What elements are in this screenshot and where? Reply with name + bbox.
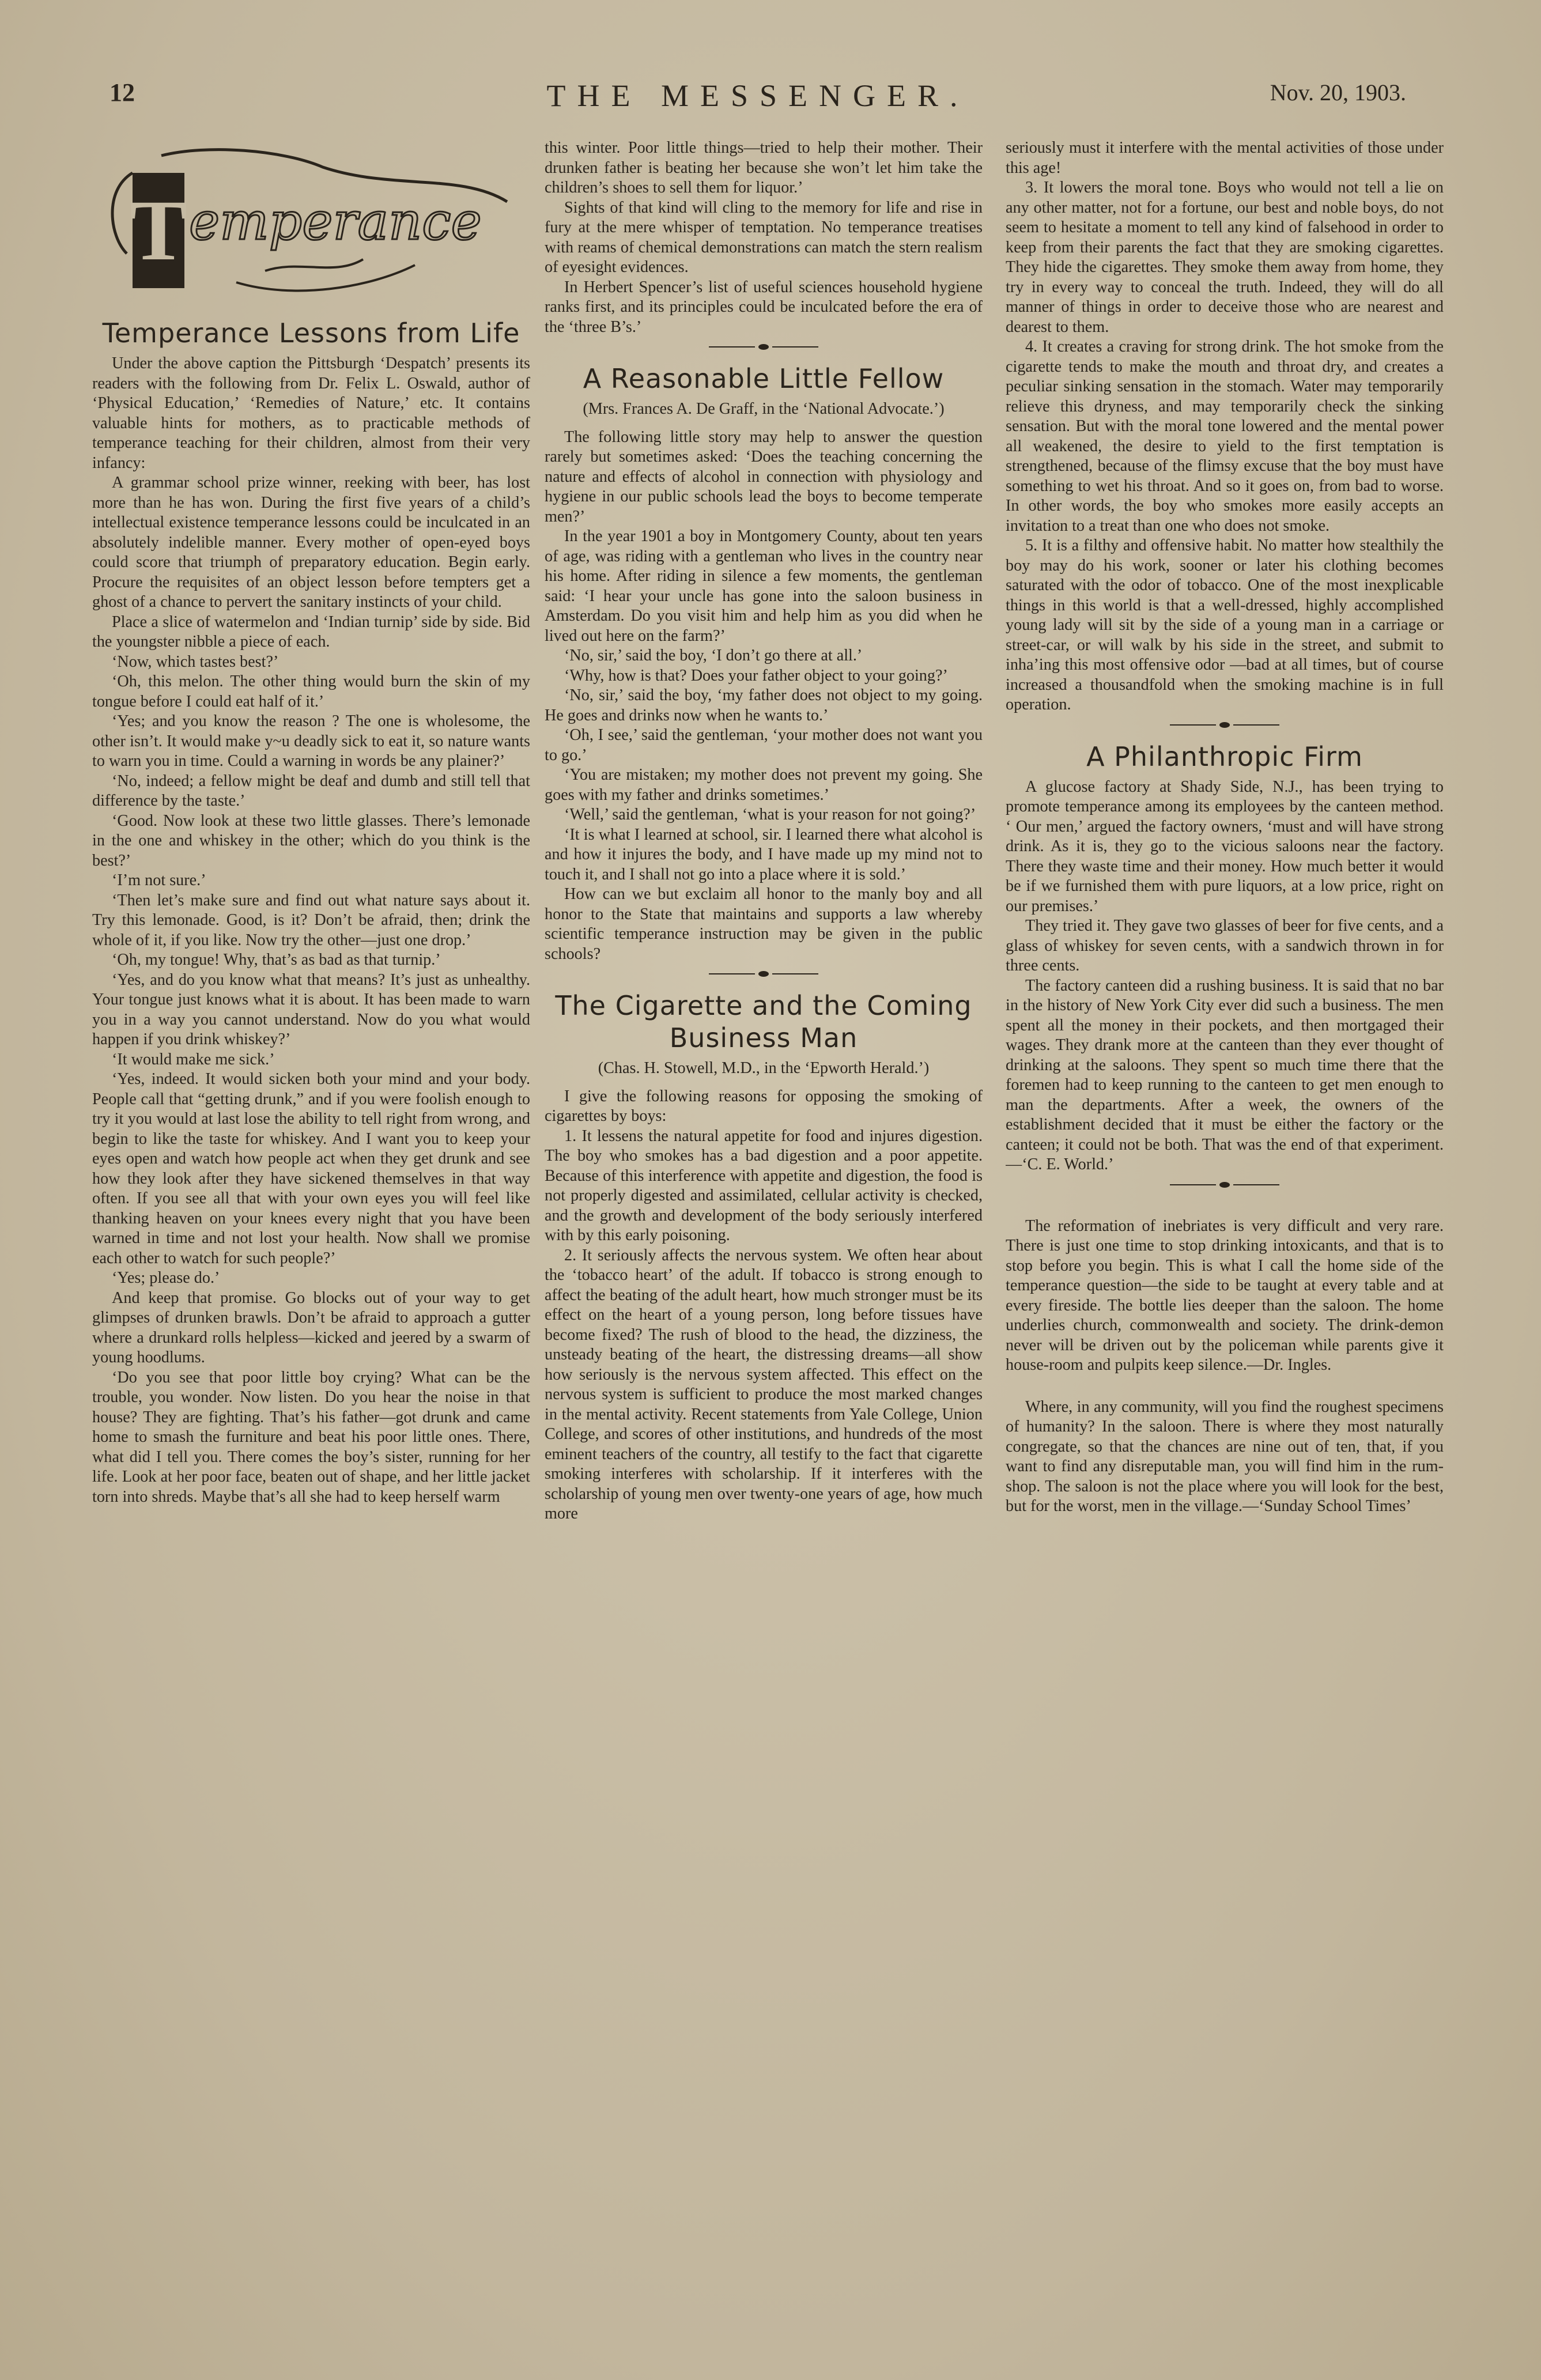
- paragraph: ‘Yes; and you know the reason ? The one is wholesome, the other isn’t. It would make y~u deadly sick to eat it, so nature wants to warn you in time. Could a warning in words be any plainer?’: [92, 712, 530, 770]
- paragraph: Under the above caption the Pittsburgh ‘Despatch’ presents its readers with the following from Dr. Felix L. Oswald, author of ‘Physical Education,’ ‘Remedies of Nature,’ etc. It contains valuable hints for mothers, as to practicable methods of temperance teaching for their children, almost from their very infancy:: [92, 354, 530, 472]
- article-philanthropic-firm-body: [1006, 777, 1444, 1175]
- paragraph: Place a slice of watermelon and ‘Indian turnip’ side by side. Bid the youngster nibble a piece of each.: [92, 613, 530, 651]
- section-divider: [1006, 1175, 1444, 1195]
- paragraph: ‘You are mistaken; my mother does not prevent my going. She goes with my father and drinks sometimes.’: [545, 766, 983, 804]
- paragraph: ‘No, sir,’ said the boy, ‘my father does not object to my going. He goes and drinks now when he wants to.’: [545, 686, 983, 724]
- paragraph: ‘Yes, indeed. It would sicken both your mind and your body. People call that “getting drunk,” and if you were foolish enough to try it you would at last lose the ability to tell right from wrong, and begin to like the taste for whiskey. And I want you to keep your eyes open and watch how people act when they get drunk and see how they look after they have sickened themselves in that way often. If you see all that with your own eyes you will feel like thanking heaven on your knees every night that you have been warned in time and not lost your health. Now shall we promise each other to watch for such people?’: [92, 1070, 530, 1267]
- paragraph: ‘Yes; please do.’: [112, 1269, 220, 1287]
- article-reasonable-little-fellow-body: [545, 428, 983, 965]
- paragraph: 1. It lessens the natural appetite for food and injures digestion. The boy who smokes has a bad digestion and a poor appetite. Because of this interference with appetite and digestion, the food is not properly digested and assimilated, cellular activity is checked, and the growth and development of the body seriously interfered with by this early poisoning.: [545, 1127, 983, 1244]
- paragraph: ‘Do you see that poor little boy crying? What can be the trouble, you wonder. Now listen. Do you hear the noise in that house? They are fighting. That’s his father—got drunk and came home to smash the furniture and beat his poor little ones. There, what did I tell you. There comes the boy’s sister, running for her life. Look at her poor face, beaten out of shape, and her little jacket torn into shreds. Maybe that’s all she had to keep herself warm: [92, 1368, 530, 1506]
- paragraph: The following little story may help to answer the question rarely but sometimes asked: ‘Does the teaching concerning the nature and effects of alcohol in connection with physiology and hygiene in our public schools lead the boys to become temperate men?’: [545, 428, 983, 526]
- column-1: [92, 138, 530, 2340]
- paragraph: Sights of that kind will cling to the memory for life and rise in fury at the mere whisper of temptation. No temperance treatises with reams of chemical demonstrations can match the stern realism of eyesight evidences.: [545, 198, 983, 276]
- headline-philanthropic-firm: A Philanthropic Firm: [1086, 741, 1363, 772]
- article-temperance-lessons-continued: [545, 138, 983, 337]
- paragraph: 2. It seriously affects the nervous system. We often hear about the ‘tobacco heart’ of the adult. If tobacco is strong enough to affect the beating of the adult heart, how much stronger must be its effect on the heart of a young person, long before tissues have become fixed? The rush of blood to the head, the dizziness, the unsteady beating of the heart, the distressing dreams—all show how seriously is the nervous system affected. This effect on the nervous system is sufficient to produce the most marked changes in the mental activity. Recent statements from Yale College, Union College, and scores of other institutions, and hundreds of the most eminent teachers of the country, all testify to the fact that cigarette smoking interferes with scholarship. If it interferes with the scholarship of young men over twenty-one years of age, how much more: [545, 1246, 983, 1523]
- paragraph: ‘No, sir,’ said the boy, ‘I don’t go there at all.’: [564, 647, 863, 664]
- paragraph: They tried it. They gave two glasses of beer for five cents, and a glass of whiskey for seven cents, with a sandwich thrown in for three cents.: [1006, 917, 1444, 974]
- paragraph: ‘Oh, I see,’ said the gentleman, ‘your mother does not want you to go.’: [545, 726, 983, 764]
- paragraph: ‘Well,’ said the gentleman, ‘what is your reason for not going?’: [564, 806, 976, 823]
- article-cigarette-continued: [1006, 138, 1444, 715]
- logo-initial: T: [129, 183, 188, 278]
- section-divider: [545, 964, 983, 984]
- paragraph: A glucose factory at Shady Side, N.J., has been trying to promote temperance among its employees by the canteen method. ‘ Our men,’ argued the factory owners, ‘must and will have strong drink. As it is, they go to the vicious saloons near the factory. There they waste time and their money. How much better it would be if we furnished them with pure liquors, at a low price, right on our premises.’: [1006, 777, 1444, 915]
- paragraph: ‘Yes, and do you know what that means? It’s just as unhealthy. Your tongue just knows what it is about. It has been made to warn you in a way you cannot understand. Now do you what would happen if you drink whiskey?’: [92, 970, 530, 1048]
- article-cigarette-business-man-body: [545, 1087, 983, 1524]
- temperance-logo-art: [92, 138, 530, 311]
- byline-reasonable-little-fellow: (Mrs. Frances A. De Graff, in the ‘National Advocate.’): [583, 400, 945, 418]
- paragraph: ‘Why, how is that? Does your father object to your going?’: [564, 666, 948, 685]
- masthead: [109, 78, 1406, 124]
- byline-cigarette-business-man: (Chas. H. Stowell, M.D., in the ‘Epworth Herald.’): [598, 1059, 930, 1077]
- paragraph: ‘Then let’s make sure and find out what nature says about it. Try this lemonade. Good, is it? Don’t be afraid, then; drink the whole of it, if you like. Now try the other—just one drop.’: [92, 891, 530, 949]
- paragraph: In Herbert Spencer’s list of useful sciences household hygiene ranks first, and its principles could be inculcated before the era of the ‘three B’s.’: [545, 278, 983, 336]
- paragraph: ‘It is what I learned at school, sir. I learned there what alcohol is and how it injures the body, and I have made up my mind not to touch it, and I shall not go into a place where it is sold.’: [545, 825, 983, 883]
- section-divider: [1006, 715, 1444, 735]
- item-reformation-of-inebriates: The reformation of inebriates is very difficult and very rare. There is just one time to stop drinking intoxicants, and that is to stop before you begin. This is what I call the home side of the temperance question—the side to be taught at every table and at every fireside. The bottle lies deeper than the saloon. The home underlies church, commonwealth and society. The drink-demon never will be driven out by the policeman while parents give it house-room and pulpits keep silence.—Dr. Ingles.: [1006, 1217, 1444, 1374]
- section-divider: [545, 337, 983, 357]
- paragraph: ‘Oh, this melon. The other thing would burn the skin of my tongue before I could eat half of it.’: [92, 673, 530, 711]
- newspaper-title: THE MESSENGER.: [546, 78, 969, 113]
- paragraph: ‘Now, which tastes best?’: [112, 652, 279, 671]
- headline-reasonable-little-fellow: A Reasonable Little Fellow: [583, 363, 945, 394]
- paragraph: ‘It would make me sick.’: [112, 1050, 275, 1068]
- column-3: [1006, 138, 1444, 2340]
- paragraph: The factory canteen did a rushing business. It is said that no bar in the history of New York City ever did such a business. The men spent all the money in their pockets, and then mortgaged their wages. They drank more at the canteen than they ever thought of drinking at the saloons. They spent so much time there that the foremen had to keep running to the canteen to get men enough to man the departments. After a week, the owners of the establishment decided that it must be either the factory or the canteen; it could not be both. That was the end of that experiment.—‘C. E. World.’: [1006, 976, 1444, 1173]
- paragraph: ‘I’m not sure.’: [112, 871, 206, 889]
- paragraph: I give the following reasons for opposing the smoking of cigarettes by boys:: [545, 1087, 983, 1125]
- column-2: [545, 138, 983, 2340]
- headline-temperance-lessons: Temperance Lessons from Life: [102, 318, 520, 349]
- paragraph: ‘Oh, my tongue! Why, that’s as bad as that turnip.’: [112, 951, 441, 969]
- paragraph: A grammar school prize winner, reeking with beer, has lost more than he has won. During the first five years of a child’s intellectual existence temperance lessons could be inculcated in an absolutely indelible manner. Every mother of open-eyed boys could score that triumph of preparatory education. Begin early. Procure the requisites of an object lesson before tempters get a ghost of a chance to pervert the sanitary instincts of your child.: [92, 474, 530, 611]
- paragraph: ‘No, indeed; a fellow might be deaf and dumb and still tell that difference by the taste.’: [92, 772, 530, 810]
- paragraph: this winter. Poor little things—tried to help their mother. Their drunken father is beating her because she won’t let him take the children’s shoes to sell them for liquor.’: [545, 139, 983, 197]
- paragraph: 5. It is a filthy and offensive habit. No matter how stealthily the boy may do his work, sooner or later his clothing becomes saturated with the odor of tobacco. One of the most inexplicable things in this world is that a well-dressed, highly accomplished young lady will sit by the side of a young man in a carriage or street-car, or will walk by his side in the street, and submit to inha’ing this most offensive odor —bad at all times, but of course increased a thousandfold when the smoking machine is in full operation.: [1006, 537, 1444, 713]
- paragraph: 3. It lowers the moral tone. Boys who would not tell a lie on any other matter, not for a fortune, our best and noble boys, do not seem to hesitate a moment to tell any kind of falsehood in order to keep from their parents the fact that they are smoking cigarettes. They hide the cigarettes. They smoke them away from home, they try in every way to conceal the truth. Indeed, they will do all manner of things in order to deceive those who are nearest and dearest to them.: [1006, 179, 1444, 336]
- page-number: 12: [109, 78, 135, 107]
- paragraph: 4. It creates a craving for strong drink. The hot smoke from the cigarette tends to make the mouth and throat dry, and creates a peculiar sinking sensation in the stomach. Water may temporarily relieve this dryness, and may temporarily check the sinking sensation. But with the moral tone lowered and the mental power all weakened, the desire to yield to the first temptation is strengthened, because of the flimsy excuse that the boy must have something to wet his throat. And so it goes on, from bad to worse. In other words, the boy who smokes more easily accepts an invitation to a treat than one who does not smoke.: [1006, 338, 1444, 535]
- headline-cigarette-business-man: The Cigarette and the Coming Business Man: [555, 990, 972, 1053]
- paragraph: seriously must it interfere with the mental activities of those under this age!: [1006, 139, 1444, 177]
- article-temperance-lessons-body: [92, 354, 530, 1507]
- temperance-logo: [92, 138, 530, 311]
- paragraph: ‘Good. Now look at these two little glasses. There’s lemonade in the one and whiskey in the other; which do you think is the best?’: [92, 811, 530, 870]
- paragraph: In the year 1901 a boy in Montgomery County, about ten years of age, was riding with a gentleman who lives in the country near his home. After riding in silence a few moments, the gentleman said: ‘I hear your uncle has gone into the saloon business in Amsterdam. Do you visit him and help him as you did when he lived out here on the farm?’: [545, 527, 983, 645]
- logo-word: emperance: [189, 191, 482, 252]
- paragraph: And keep that promise. Go blocks out of your way to get glimpses of drunken brawls. Don’t be afraid to approach a gutter where a drunkard rolls helpless—kicked and jeered by a swarm of young hoodlums.: [92, 1289, 530, 1366]
- item-roughest-specimens: Where, in any community, will you find the roughest specimens of humanity? In the saloon. There is where they most naturally congregate, so that the chances are nine out of ten, that, if you want to find any disreputable man, you will find him in the rum-shop. The saloon is not the place where you will look for the best, but for the worst, men in the village.—‘Sunday School Times’: [1006, 1397, 1444, 1515]
- issue-date: Nov. 20, 1903.: [1270, 80, 1406, 105]
- paragraph: How can we but exclaim all honor to the manly boy and all honor to the State that maintains and supports a law whereby scientific temperance instruction may be given in the public schools?: [545, 885, 983, 963]
